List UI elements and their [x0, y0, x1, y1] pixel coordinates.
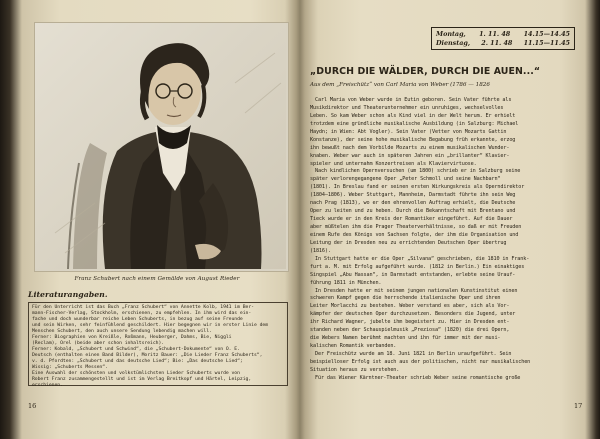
literature-line: Robert Franz zusammengestellt und ist im Verlag Breitkopf und Härtel, Leipzig,	[32, 377, 252, 382]
body-line: spieler und unternahm Konzertreisen als Klaviervirtuose.	[310, 160, 477, 167]
body-line: In Stuttgart hatte er die Oper „Silvana“ geschrieben, die 1810 in Frank-	[315, 255, 530, 262]
body-line: (1816).	[310, 247, 331, 254]
body-line: Situation heraus zu verstehen.	[310, 366, 400, 373]
body-line: ihr Richard Wagner, jubelte ihm begeistert zu. Hier in Dresden ent-	[310, 319, 510, 326]
body-line: Leiter Morlacchi zu bestehen. Weber verstand es aber, sich als Vor-	[310, 303, 510, 310]
literature-line: fache und doch wunderbar reiche Leben Schuberts, in bezug auf seine Freunde	[32, 317, 243, 322]
body-line: kämpfer der deutschen Oper durchzusetzen. Besonders die Jugend, unter	[310, 311, 516, 318]
body-line: (1801). In Breslau fand er seinen ersten Wirkungskreis als Operndirektor	[310, 184, 525, 191]
literature-line: erschienen.	[32, 383, 63, 388]
schedule-time: 11.15—11.45	[523, 39, 570, 47]
literature-heading: Literaturangaben.	[28, 290, 108, 299]
body-line: schweren Kampf gegen die herrschende italienische Oper und ihren	[310, 295, 501, 302]
literature-line: (Reclam), Orel (beide aber schon inhaltsreich).	[32, 341, 165, 346]
literature-line: mann-Fischer-Verlag, Stockholm, erschienen, zu empfehlen. In ihm wird das ein-	[32, 311, 252, 316]
body-line: Tieck wurde er in den Kreis der Romantiker eingeführt. Auf die Dauer	[310, 216, 513, 223]
body-line: Leben. So kam Weber schon als Kind viel in der Welt herum. Er erhielt	[310, 112, 516, 119]
schedule-day: Dienstag,	[436, 39, 471, 47]
body-line: Der Freischütz wurde am 18. Juni 1821 in Berlin uraufgeführt. Sein	[315, 351, 512, 357]
literature-line: und sein Wirken, sehr feinfühlend geschildert. Hier begegnen wir in erster Linie dem	[32, 323, 269, 328]
literature-line: Menschen Schubert, den auch unsere Sendung lebendig machen will.	[32, 329, 212, 334]
body-line: trotzdem eine gründliche musikalische Ausbildung (in Salzburg: Michael	[310, 120, 519, 127]
body-line: (1804—1806). Weber Stuttgart, Mannheim, Darmstadt führte ihn sein Weg	[310, 192, 516, 199]
body-line: standen neben der Schauspielmusik „Preziosa“ (1820) die drei Opern,	[310, 327, 510, 334]
literature-line: Eine Auswahl der schönsten und volkstümlichsten Lieder Schuberts wurde von	[32, 371, 240, 376]
body-line: nach Prag (1813), wo er den ehrenvollen Auftrag erhielt, die Deutsche	[310, 200, 516, 207]
body-line: später verlorengegangene Oper „Peter Schmoll und seine Nachbarn“	[310, 176, 501, 183]
literature-box	[28, 302, 288, 386]
literature-line: Deutsch (enthalten einen Band Bilder), Moritz Bauer: „Die Lieder Franz Schuberts“,	[32, 353, 263, 358]
literature-line: Ferner: Kobald, „Schubert und Schwind“, die „Schubert-Dokumente“ von O. E.	[32, 347, 240, 352]
body-line: In Dresden hatte er mit seinem jungen nationalen Kunstinstitut einen	[315, 287, 518, 294]
broadcast-schedule-box	[431, 27, 575, 50]
body-line: ihn bewußt nach dem Vorbilde Mozarts zu einem musikalischen Wunder-	[310, 144, 510, 151]
body-line: Oper zu leiten und zu heben. Durch die Bekanntschaft mit Brentano und	[310, 208, 516, 215]
body-line: Musikdirektor und Theaterunternehmer ein unruhiges, wechselvolles	[310, 104, 504, 111]
schedule-date: 2. 11. 48	[481, 39, 513, 47]
body-line: Leitung der in Dresden neu zu errichtenden Deutschen Oper übertrug	[310, 239, 507, 246]
article-title: „DURCH DIE WÄLDER, DURCH DIE AUEN...“	[310, 66, 541, 77]
right-page	[306, 0, 584, 439]
literature-line: Für den Unterricht ist das Buch „Franz Schubert“ von Annette Kolb, 1941 im Ber-	[32, 305, 254, 310]
schedule-date: 1. 11. 48	[479, 30, 511, 38]
body-line: beispielloser Erfolg ist auch aus der politischen, nicht nur musikalischen	[310, 358, 531, 365]
page-number-right: 17	[574, 402, 583, 410]
page-number-left: 16	[28, 402, 37, 410]
body-line: Carl Maria von Weber wurde in Eutin geboren. Sein Vater führte als	[315, 97, 512, 103]
schedule-row	[436, 39, 570, 48]
body-line: Konstanze), der seine hohe musikalische Begabung früh erkannte, erzog	[310, 136, 516, 143]
schubert-portrait-image	[34, 22, 289, 272]
literature-line: Ferner: Biographien von Kreißle, Roßmann, Heuberger, Dahms, Bie, Niggli	[32, 335, 232, 340]
body-line: kalischen Romantik verbanden.	[310, 343, 397, 350]
literature-line: v. d. Pfordten: „Schubert und das deutsche Lied“; Bie: „Das deutsche Lied“;	[32, 359, 243, 364]
schedule-time: 14.15—14.45	[523, 30, 570, 38]
body-line: einem Rufe des Königs von Sachsen folgte, der ihm die Organisation und	[310, 231, 519, 238]
body-line: Nach kindlichen Opernversuchen (um 1800) schrieb er in Salzburg seine	[315, 168, 521, 175]
body-line: Singspiel „Abu Hassan“, in Darmstadt entstanden, erlebte seine Urauf-	[310, 271, 516, 278]
body-line: Für das Wiener Kärntner-Theater schrieb Weber seine romantische große	[315, 374, 521, 381]
body-line: Haydn; in Wien: Abt Vogler). Sein Vater (Vetter von Mozarts Gattin	[310, 128, 507, 135]
body-line: die Webers Namen berühmt machten und ihn für immer mit der musi-	[310, 335, 501, 342]
portrait-caption: Franz Schubert nach einem Gemälde von August Rieder	[74, 276, 240, 282]
left-page	[22, 0, 292, 439]
portrait-drawing	[35, 23, 286, 269]
schedule-day: Montag,	[436, 30, 466, 38]
article-body	[310, 97, 582, 383]
schedule-row	[436, 30, 570, 39]
body-line: aber müßtelen ihm die Prager Theaterverhältnisse, so daß er mit Freuden	[310, 224, 522, 230]
body-line: führung 1811 in München.	[310, 279, 382, 286]
body-line: furt a. M. mit Erfolg aufgeführt wurde. (1812 in Berlin.) Ein einaktiges	[310, 263, 525, 270]
literature-line: Wissig: „Schuberts Messen“.	[32, 365, 108, 370]
article-subtitle: Aus dem „Freischütz“ von Carl Maria von Weber (1786 — 1826	[310, 82, 490, 88]
body-line: knaben. Weber war auch in späteren Jahren ein „brillanter“ Klavier-	[310, 152, 510, 159]
